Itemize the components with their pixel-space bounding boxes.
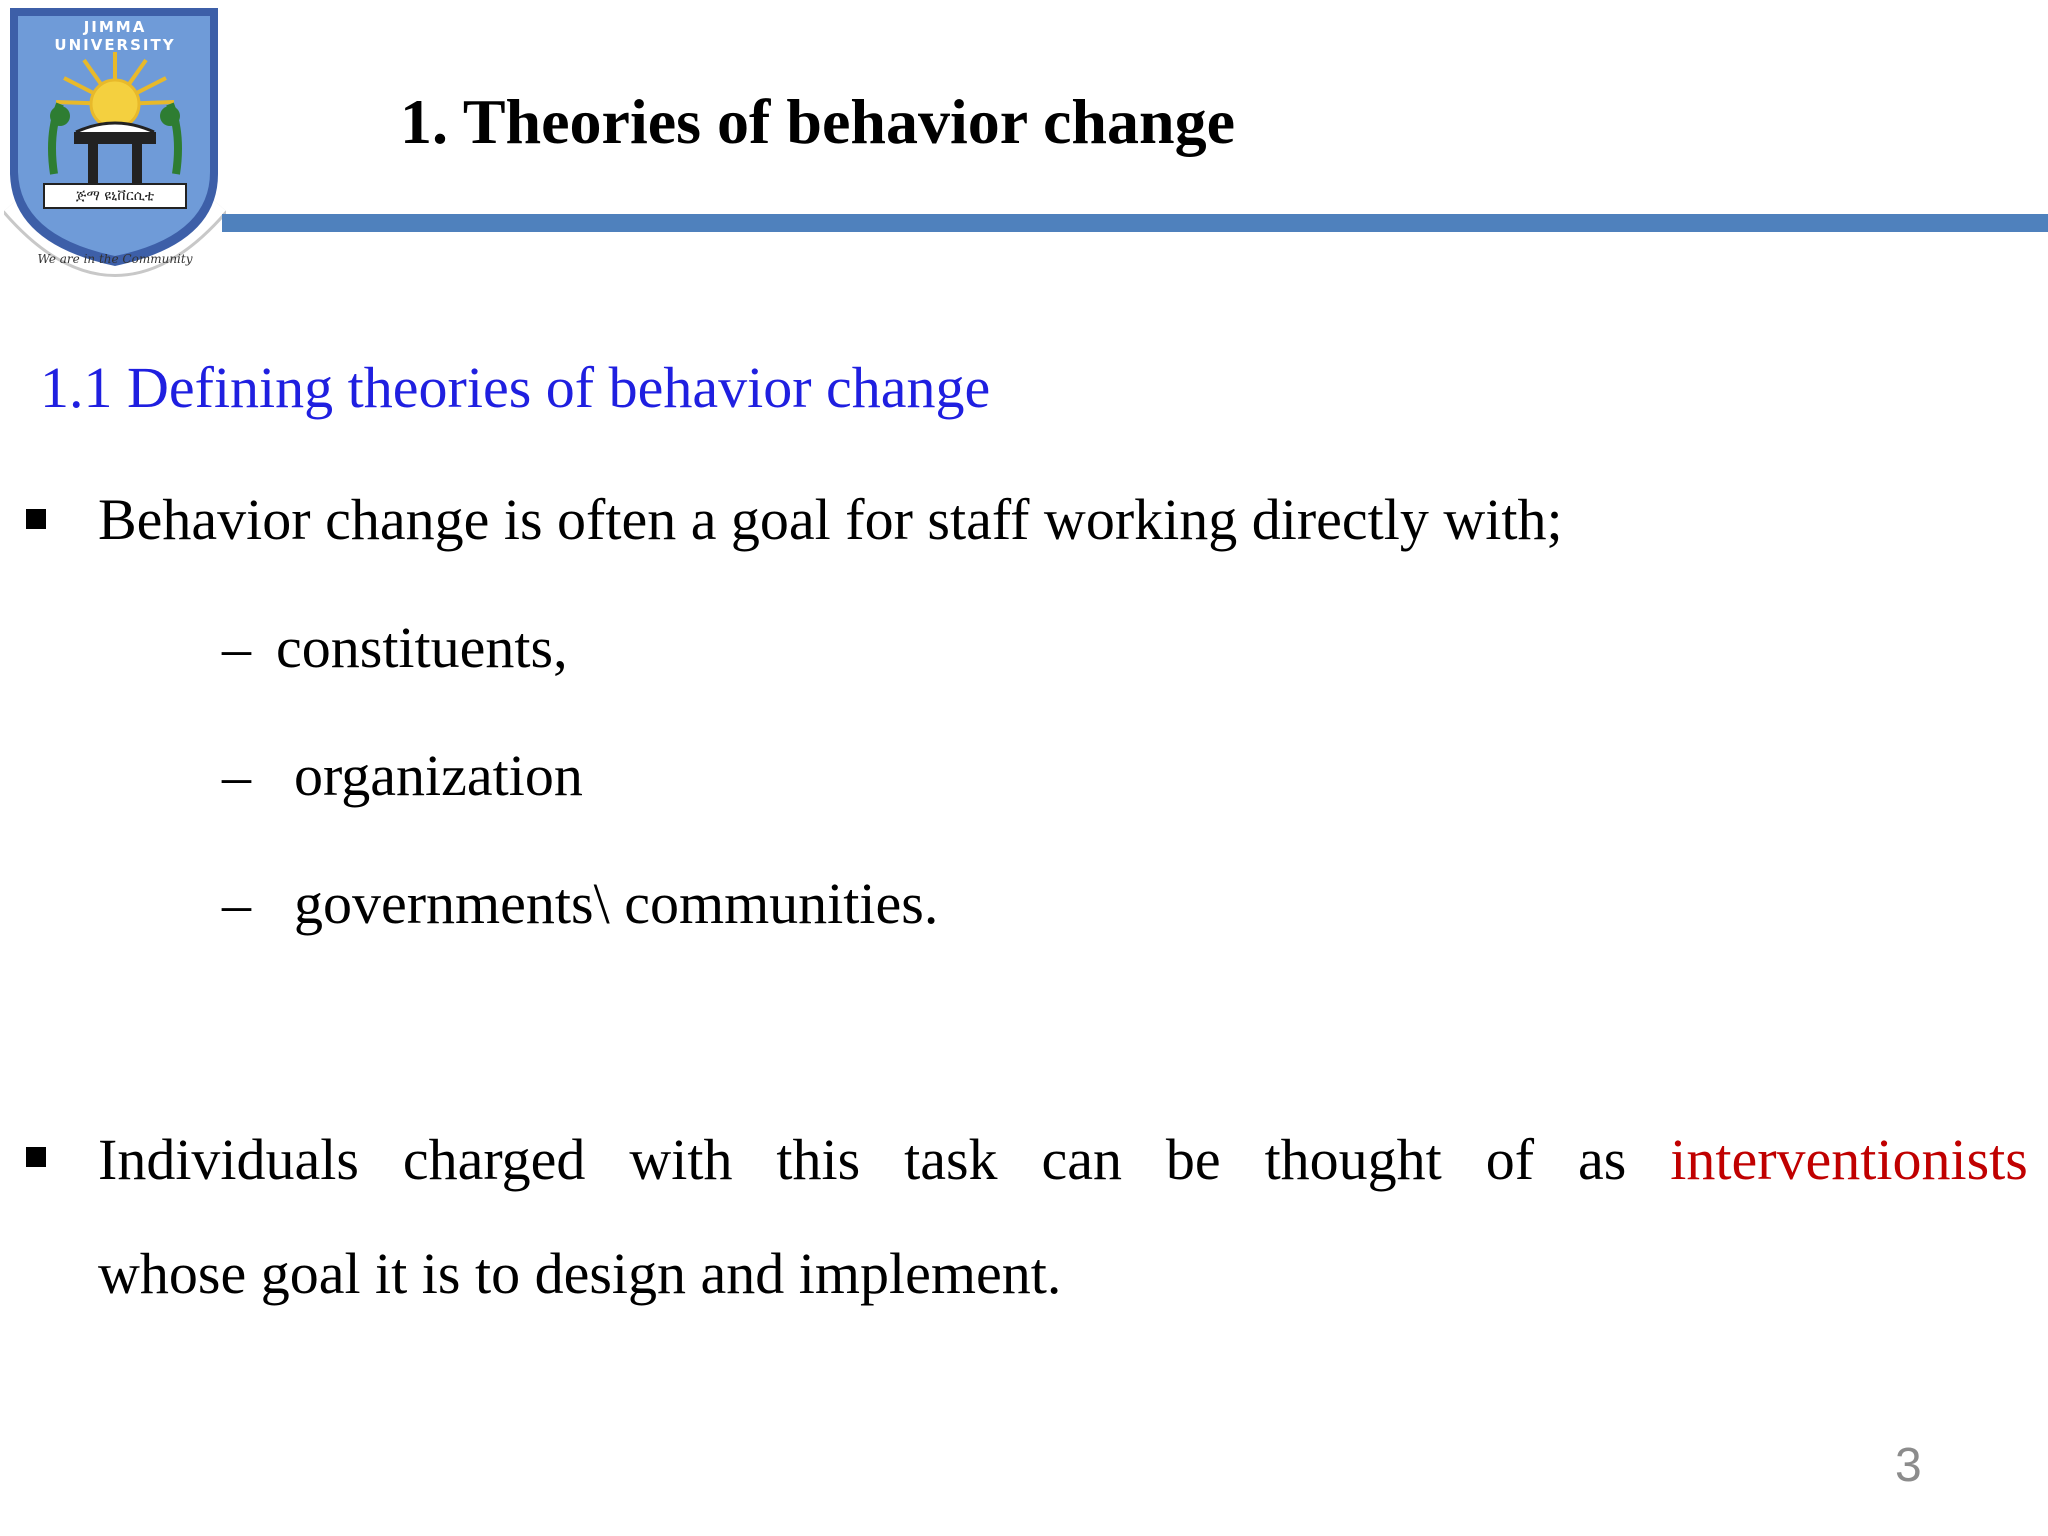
bullet-text: Behavior change is often a goal for staff working directly with; xyxy=(98,487,1563,552)
dash-bullet: – xyxy=(222,615,251,680)
dash-bullet: – xyxy=(222,871,251,936)
word: this xyxy=(776,1127,861,1192)
word: thought xyxy=(1264,1127,1442,1192)
word: task xyxy=(904,1127,998,1192)
word: charged xyxy=(402,1127,586,1192)
word: with xyxy=(629,1127,733,1192)
sub-item xyxy=(222,868,938,940)
word: can xyxy=(1041,1127,1122,1192)
sub-item-text: organization xyxy=(294,743,583,808)
page-number: 3 xyxy=(1895,1439,1922,1492)
word: be xyxy=(1165,1127,1221,1192)
university-logo xyxy=(4,4,226,294)
word: Individuals xyxy=(98,1127,359,1192)
logo-motto-text: We are in the Community xyxy=(37,252,193,266)
bullet-text-justified-line xyxy=(98,1124,2028,1196)
sub-item xyxy=(222,612,568,684)
slide-title: 1. Theories of behavior change xyxy=(400,86,1235,157)
dash-bullet: – xyxy=(222,743,251,808)
logo-name-text: JIMMA UNIVERSITY xyxy=(54,18,176,54)
section-subtitle: 1.1 Defining theories of behavior change xyxy=(40,355,991,420)
title-divider xyxy=(222,214,2048,232)
word: of xyxy=(1485,1127,1535,1192)
highlighted-term: interventionists xyxy=(1670,1127,2028,1192)
sub-item-text: governments\ communities. xyxy=(294,871,939,936)
square-bullet-icon xyxy=(26,1147,46,1167)
word: as xyxy=(1577,1127,1627,1192)
sub-item-text: constituents, xyxy=(276,615,568,680)
logo-banner-text: ጅማ ዩኒቨርሲቲ xyxy=(75,188,155,204)
bullet-text-continuation: whose goal it is to design and implement. xyxy=(98,1241,1062,1306)
sub-item xyxy=(222,740,583,812)
square-bullet-icon xyxy=(26,509,46,529)
